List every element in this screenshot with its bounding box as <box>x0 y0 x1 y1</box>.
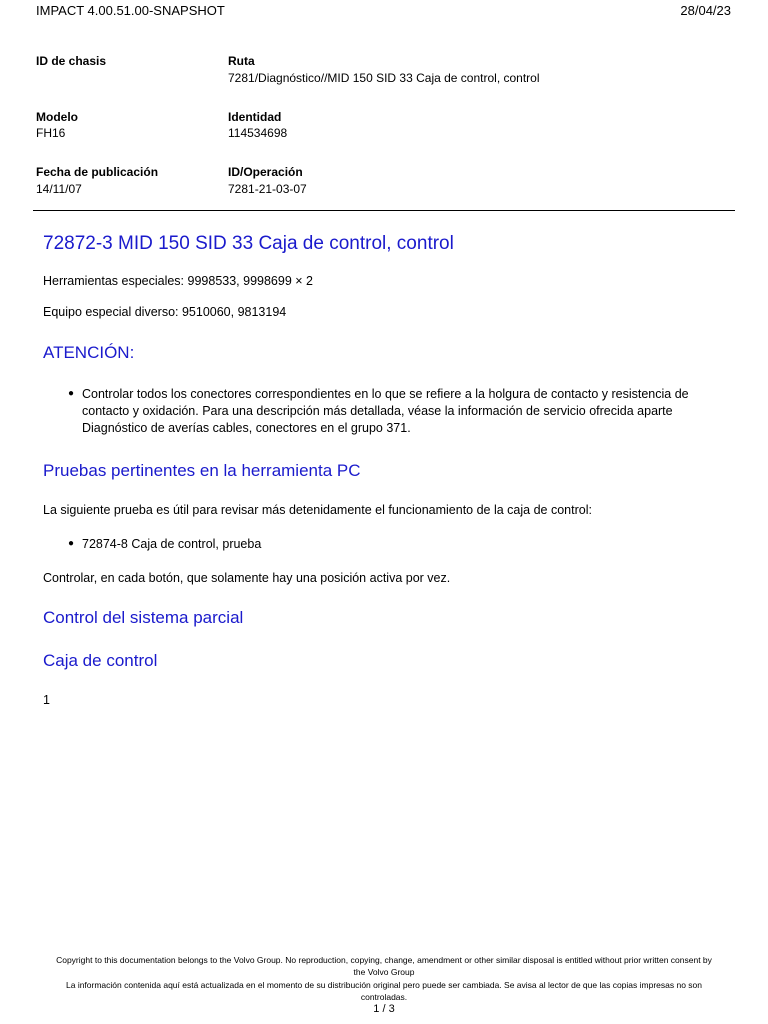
print-date: 28/04/23 <box>680 3 731 18</box>
pc-tests-intro: La siguiente prueba es útil para revisar más detenidamente el funcionamiento de la caja de control: <box>43 503 592 517</box>
app-version: IMPACT 4.00.51.00-SNAPSHOT <box>36 3 225 18</box>
operation-value: 7281-21-03-07 <box>228 182 307 196</box>
copyright-line1: Copyright to this documentation belongs to the Volvo Group. No reproduction, copying, change, amendment or other similar disposal is entitled without prior written consent by <box>56 955 712 965</box>
page-number: 1 / 3 <box>373 1003 395 1015</box>
pubdate-value: 14/11/07 <box>36 182 82 196</box>
special-tools: Herramientas especiales: 9998533, 9998699 × 2 <box>43 274 313 288</box>
identity-value: 114534698 <box>228 126 288 140</box>
attention-item-line1: Controlar todos los conectores correspondientes en lo que se refiere a la holgura de contacto y resistencia de <box>82 387 689 401</box>
bullet-icon: ● <box>68 538 75 549</box>
chassis-label: ID de chasis <box>36 54 107 68</box>
attention-heading: ATENCIÓN: <box>43 343 135 362</box>
route-value: 7281/Diagnóstico//MID 150 SID 33 Caja de control, control <box>228 71 540 85</box>
pc-tests-heading: Pruebas pertinentes en la herramienta PC <box>43 461 361 480</box>
subsystem-heading: Control del sistema parcial <box>43 608 244 627</box>
bullet-icon: ● <box>68 388 75 399</box>
control-box-heading: Caja de control <box>43 651 158 670</box>
header-divider <box>33 210 735 211</box>
identity-label: Identidad <box>228 110 282 124</box>
model-label: Modelo <box>36 110 78 124</box>
info-line2: controladas. <box>360 992 408 1002</box>
model-value: FH16 <box>36 126 66 140</box>
info-line1: La información contenida aquí está actualizada en el momento de su distribución original pero puede ser cambiada. Se avisa al lector de que las copias impresas no son <box>66 980 702 990</box>
pubdate-label: Fecha de publicación <box>36 165 159 179</box>
special-equipment: Equipo especial diverso: 9510060, 9813194 <box>43 305 287 319</box>
control-note: Controlar, en cada botón, que solamente hay una posición activa por vez. <box>43 571 451 585</box>
page-title: 72872-3 MID 150 SID 33 Caja de control, control <box>43 233 454 254</box>
attention-item-line3: Diagnóstico de averías cables, conectores en el grupo 371. <box>82 421 411 435</box>
route-label: Ruta <box>228 54 255 68</box>
copyright-line2: the Volvo Group <box>353 967 415 977</box>
attention-item-line2: contacto y oxidación. Para una descripción más detallada, véase la información de servicio ofrecida aparte <box>82 404 673 418</box>
step-number: 1 <box>43 693 50 707</box>
pc-tests-item: 72874-8 Caja de control, prueba <box>82 537 262 551</box>
operation-label: ID/Operación <box>228 165 303 179</box>
